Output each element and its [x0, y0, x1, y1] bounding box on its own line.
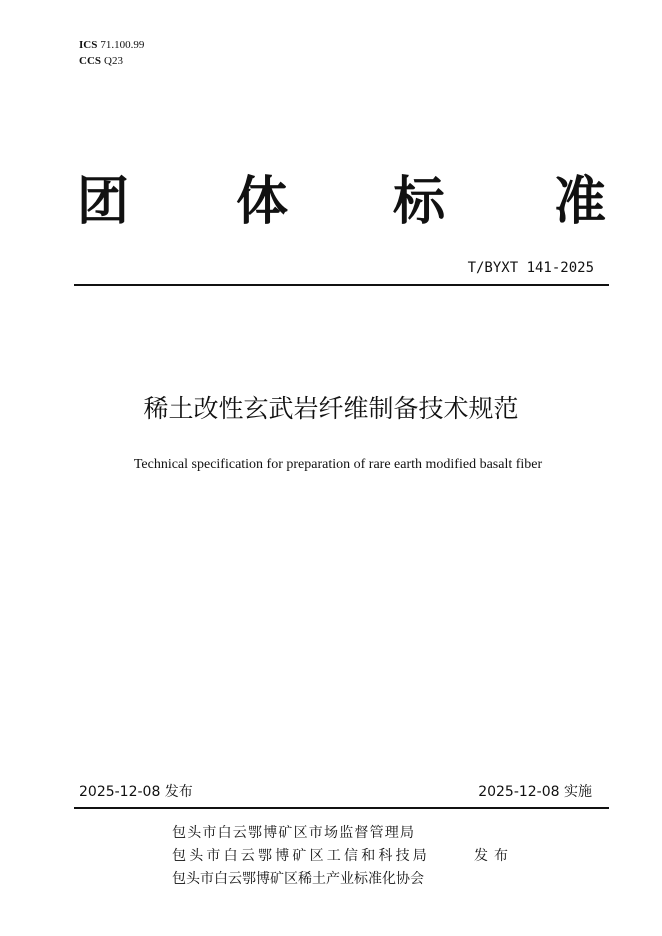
chinese-title: 稀土改性玄武岩纤维制备技术规范: [143, 394, 519, 423]
classification-codes: [79, 37, 144, 69]
standard-type-char: 体: [236, 172, 289, 232]
bottom-divider: [74, 807, 609, 809]
english-title: Technical specification for preparation of rare earth modified basalt fiber: [133, 457, 543, 472]
standard-number: T/BYXT 141-2025: [467, 260, 594, 276]
release-date: 2025-12-08 发布: [79, 784, 193, 800]
publish-label: 发布: [474, 848, 514, 864]
publisher-name: 包头市白云鄂博矿区工信和科技局: [172, 848, 430, 864]
top-divider: [74, 284, 609, 286]
standard-type-char: 团: [77, 172, 130, 232]
publisher-name: 包头市白云鄂博矿区市场监督管理局: [172, 825, 416, 841]
implementation-date: 2025-12-08 实施: [478, 784, 592, 800]
standard-type-char: 准: [554, 172, 607, 232]
ccs-label: CCS: [79, 55, 102, 67]
ics-value: 71.100.99: [100, 39, 145, 51]
ccs-value: Q23: [104, 55, 123, 67]
publisher-list: [172, 822, 430, 891]
ics-label: ICS: [79, 39, 98, 51]
standard-type-char: 标: [393, 172, 446, 232]
standard-type-title: [74, 170, 610, 234]
publisher-name: 包头市白云鄂博矿区稀土产业标准化协会: [172, 871, 424, 887]
ics-code: [79, 37, 144, 53]
ccs-code: [79, 53, 144, 69]
